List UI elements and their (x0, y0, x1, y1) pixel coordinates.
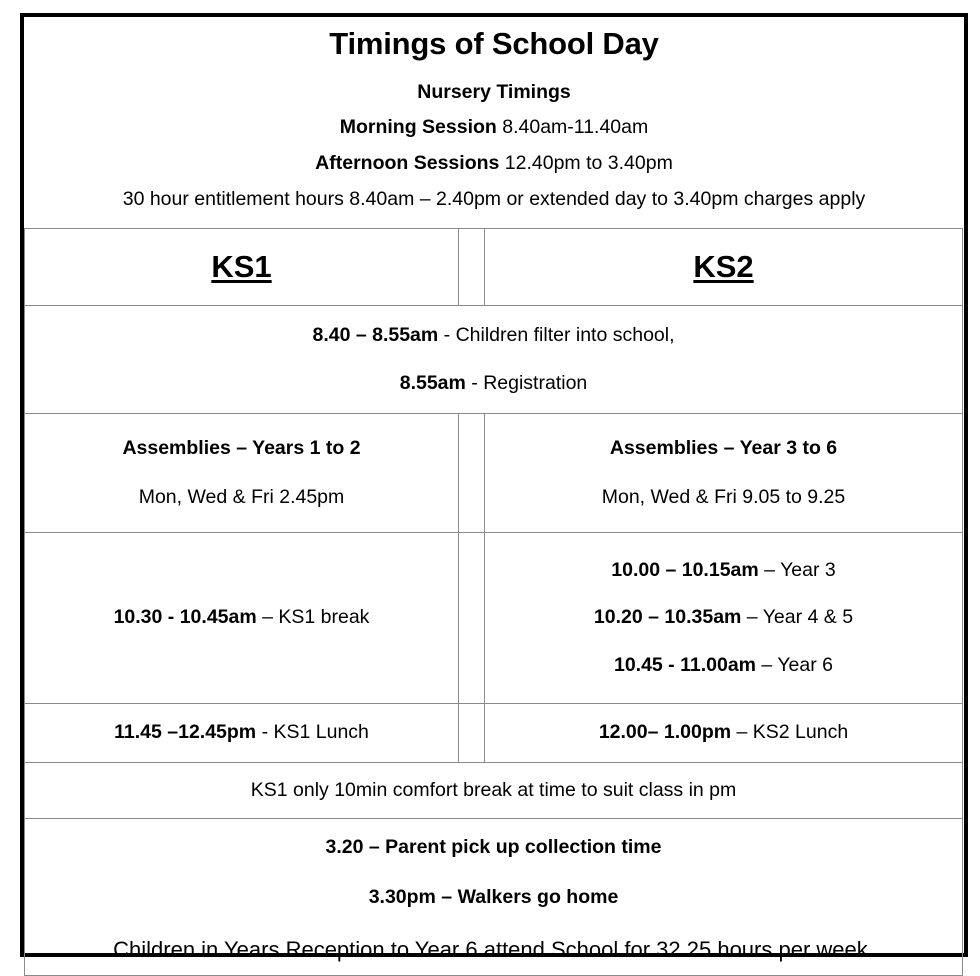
lunch-cell-ks2 (485, 703, 963, 762)
pickup-cell (25, 818, 963, 975)
header-cell-spacer (459, 228, 485, 305)
ks2-header-inner (485, 244, 962, 290)
pickup-collection-line (35, 837, 952, 857)
lunch-ks2-line (495, 722, 952, 742)
table-row-headers (25, 228, 963, 305)
break-ks1-line (35, 607, 448, 627)
table-row-assemblies (25, 413, 963, 532)
assembly-ks2-title (495, 438, 952, 458)
afternoon-session-line (38, 151, 950, 174)
assembly-ks1-times-text: Mon, Wed & Fri 2.45pm (138, 485, 345, 508)
assembly-cell-ks2 (485, 413, 963, 532)
ks2-heading: KS2 (693, 248, 754, 284)
break-cell-ks1 (25, 532, 459, 703)
table-row-breaks (25, 532, 963, 703)
arrival-inner (25, 319, 962, 400)
timings-table (24, 228, 963, 976)
comfort-break-cell (25, 762, 963, 818)
document-content (24, 17, 964, 976)
nursery-heading-text: Nursery Timings (417, 80, 571, 103)
arrival-filter-time: 8.40 – 8.55am (312, 323, 439, 346)
afternoon-session-time: 12.40pm to 3.40pm (499, 151, 673, 174)
break-ks2-line-year3 (495, 560, 952, 580)
assembly-ks2-times (495, 487, 952, 507)
table-row-lunch (25, 703, 963, 762)
lunch-ks1-time: 11.45 –12.45pm (114, 721, 257, 744)
morning-session-line (38, 118, 950, 138)
weekly-hours-text: Children in Years Reception to Year 6 attend School for 32.25 hours per week. (113, 936, 874, 962)
break-ks1-inner (25, 601, 458, 633)
nursery-heading (38, 80, 950, 103)
weekly-hours-line (35, 938, 952, 961)
arrival-cell (25, 305, 963, 413)
lunch-ks1-line (35, 722, 448, 742)
registration-time: 8.55am (399, 372, 466, 395)
break-ks1-time: 10.30 - 10.45am (113, 606, 257, 629)
break-ks2-time-year45: 10.20 – 10.35am (593, 606, 742, 629)
header-cell-ks1 (25, 228, 459, 305)
break-ks2-time-year6: 10.45 - 11.00am (613, 653, 757, 676)
break-ks2-line-year6 (495, 655, 952, 675)
break-ks2-text-year3: – Year 3 (758, 558, 836, 581)
assembly-ks2-inner (485, 432, 962, 513)
walkers-home-line (35, 887, 952, 907)
assembly-ks1-title-text: Assemblies – Years 1 to 2 (122, 437, 361, 460)
assembly-ks1-times (35, 487, 448, 507)
table-row-pickup (25, 818, 963, 975)
arrival-filter-text: - Children filter into school, (438, 323, 675, 346)
arrival-filter-line (35, 325, 952, 345)
registration-text: - Registration (465, 372, 588, 395)
ks1-header-inner (25, 244, 458, 290)
break-ks1-text: – KS1 break (256, 606, 370, 629)
break-ks2-text-year45: – Year 4 & 5 (741, 606, 854, 629)
assembly-ks2-title-text: Assemblies – Year 3 to 6 (609, 437, 838, 460)
break-ks2-text-year6: – Year 6 (756, 653, 834, 676)
entitlement-note: 30 hour entitlement hours 8.40am – 2.40pm or extended day to 3.40pm charges apply (122, 188, 866, 211)
pickup-inner (25, 827, 962, 967)
lunch-ks1-text: - KS1 Lunch (256, 721, 369, 744)
assembly-cell-spacer (459, 413, 485, 532)
walkers-home-text: 3.30pm – Walkers go home (368, 886, 619, 909)
assembly-cell-ks1 (25, 413, 459, 532)
table-row-comfort-break (25, 762, 963, 818)
registration-line (35, 373, 952, 393)
pickup-collection-text: 3.20 – Parent pick up collection time (325, 835, 662, 858)
afternoon-session-label: Afternoon Sessions (315, 151, 500, 174)
lunch-ks1-inner (25, 716, 458, 748)
break-ks2-line-year45 (495, 607, 952, 627)
ks1-heading: KS1 (211, 248, 272, 284)
header-cell-ks2 (485, 228, 963, 305)
morning-session-label: Morning Session (339, 116, 497, 139)
heading-block (24, 26, 964, 210)
comfort-break-line (35, 780, 952, 800)
table-row-arrival (25, 305, 963, 413)
assembly-ks1-inner (25, 432, 458, 513)
morning-session-time: 8.40am-11.40am (496, 116, 649, 139)
break-cell-spacer (459, 532, 485, 703)
page-title: Timings of School Day (329, 26, 659, 61)
comfort-break-text: KS1 only 10min comfort break at time to suit class in pm (250, 778, 737, 801)
lunch-ks2-time: 12.00– 1.00pm (598, 721, 732, 744)
lunch-cell-spacer (459, 703, 485, 762)
lunch-ks2-text: – KS2 Lunch (731, 721, 849, 744)
comfort-break-inner (25, 774, 962, 806)
break-ks2-inner (485, 554, 962, 681)
lunch-ks2-inner (485, 716, 962, 748)
break-ks2-time-year3: 10.00 – 10.15am (611, 558, 759, 581)
lunch-cell-ks1 (25, 703, 459, 762)
assembly-ks1-title (35, 438, 448, 458)
assembly-ks2-times-text: Mon, Wed & Fri 9.05 to 9.25 (601, 485, 846, 508)
break-cell-ks2 (485, 532, 963, 703)
